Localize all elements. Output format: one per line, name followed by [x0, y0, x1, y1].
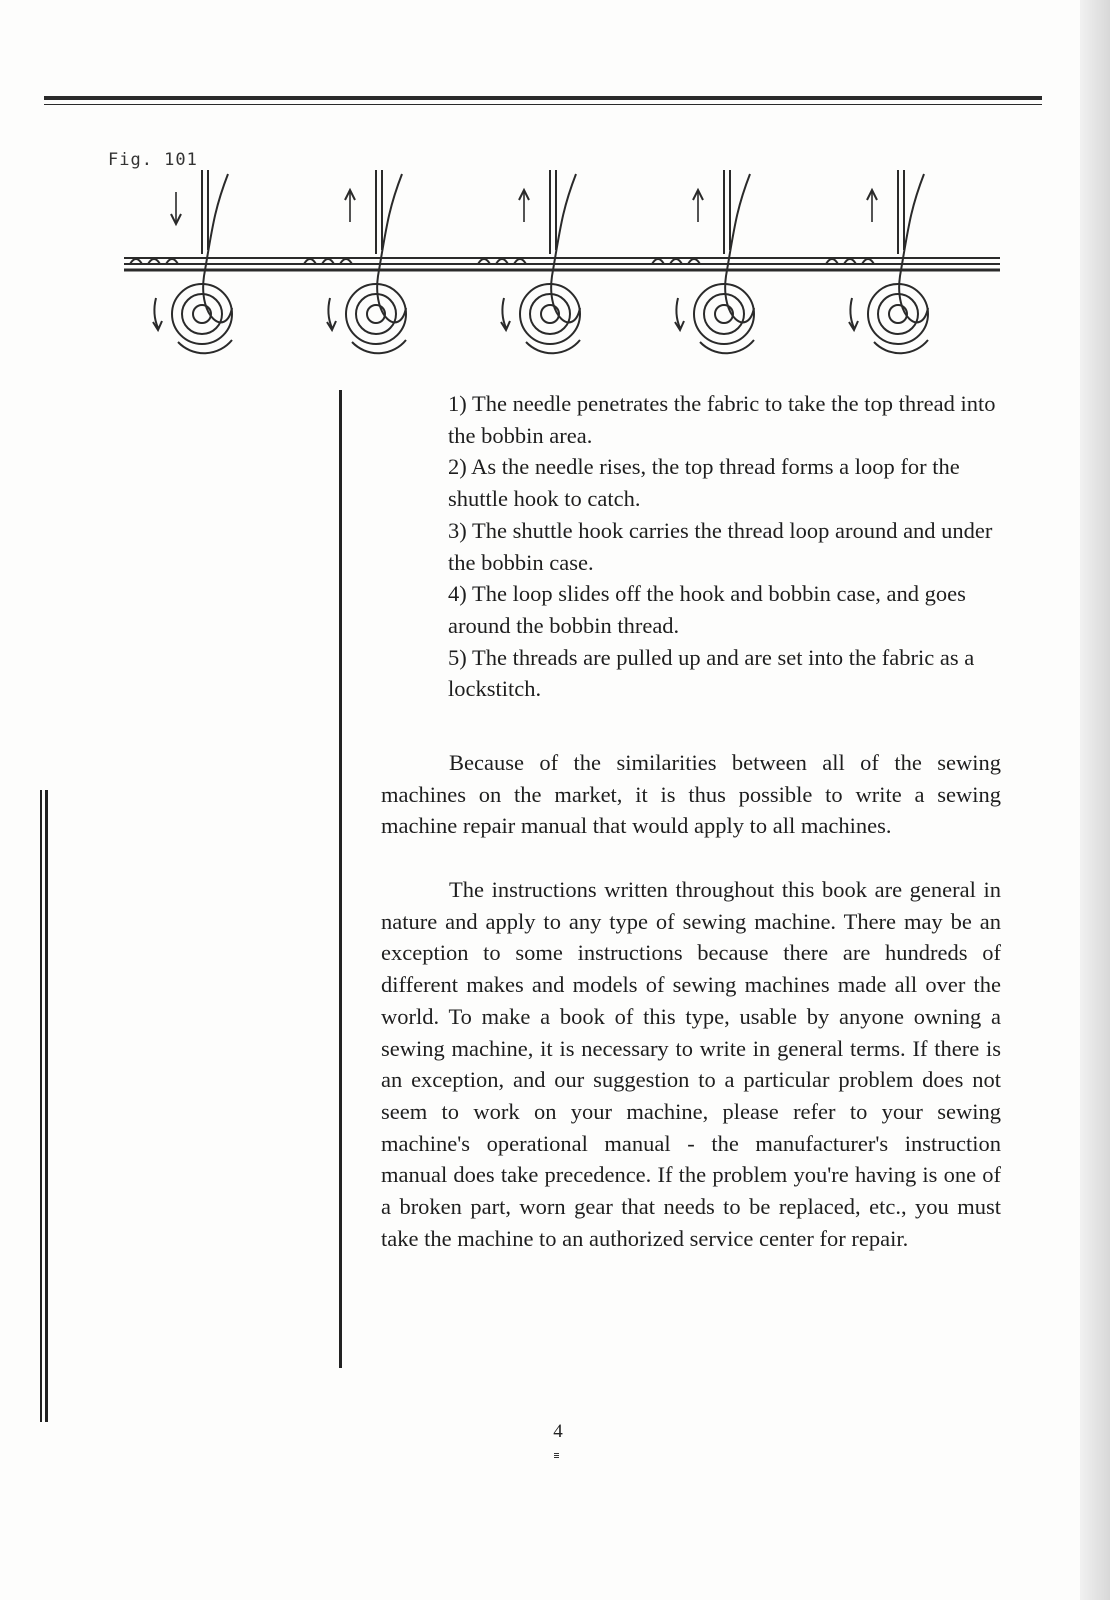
steps-margin-rule — [339, 390, 342, 1368]
bobbin-ring — [182, 294, 222, 334]
step-item: 5) The threads are pulled up and are set into the fabric as a lockstitch. — [448, 644, 975, 702]
shuttle-hook-arc — [352, 340, 406, 353]
page-mark — [554, 1453, 559, 1459]
header-rule-thick — [44, 96, 1042, 100]
general-instructions-paragraph: The instructions written throughout this book are general in nature and apply to any type of sewing machine. There may be an exception to some instructions because there are hundreds of different makes and models of sewing machines made all over the world. To make a book of this type, usable by anyone owning a sewing machine, it is necessary to write in general terms. If there is an exception, and our suggestion to a particular problem does not seem to work on your machine, please refer to your sewing machine's operational manual - the manufacturer's instruction manual does take precedence. If the problem you're having is one of a broken part, worn gear that needs to be replaced, etc., you must take the machine to an authorized service center for repair. — [381, 877, 1001, 1251]
similarities-paragraph: Because of the similarities between all of the sewing machines on the market, it is thus possible to write a sewing machine repair manual that would apply to all machines. — [381, 750, 1001, 839]
bobbin-ring — [530, 294, 570, 334]
figure-label: Fig. 101 — [108, 150, 198, 170]
bobbin-ring — [356, 294, 396, 334]
step-item: 3) The shuttle hook carries the thread loop around and under the bobbin case. — [448, 517, 993, 575]
header-rule-thin — [44, 104, 1042, 105]
bobbin-ring — [704, 294, 744, 334]
lockstitch-steps-list — [448, 388, 1008, 705]
shuttle-hook-arc — [526, 340, 580, 353]
left-margin-rule-1 — [40, 790, 42, 1422]
bobbin-ring — [878, 294, 918, 334]
step-item: 4) The loop slides off the hook and bobbin case, and goes around the bobbin thread. — [448, 581, 966, 638]
page-edge-shadow — [1080, 0, 1110, 1600]
step-item: 1) The needle penetrates the fabric to take the top thread into the bobbin area. — [448, 391, 996, 448]
shuttle-hook-arc — [700, 340, 754, 353]
left-margin-rule-2 — [45, 790, 48, 1422]
page-number: 4 — [553, 1421, 563, 1442]
lockstitch-diagram — [80, 170, 1000, 370]
shuttle-hook-arc — [178, 340, 232, 353]
step-item: 2) As the needle rises, the top thread forms a loop for the shuttle hook to catch. — [448, 454, 960, 512]
shuttle-hook-arc — [874, 340, 928, 353]
